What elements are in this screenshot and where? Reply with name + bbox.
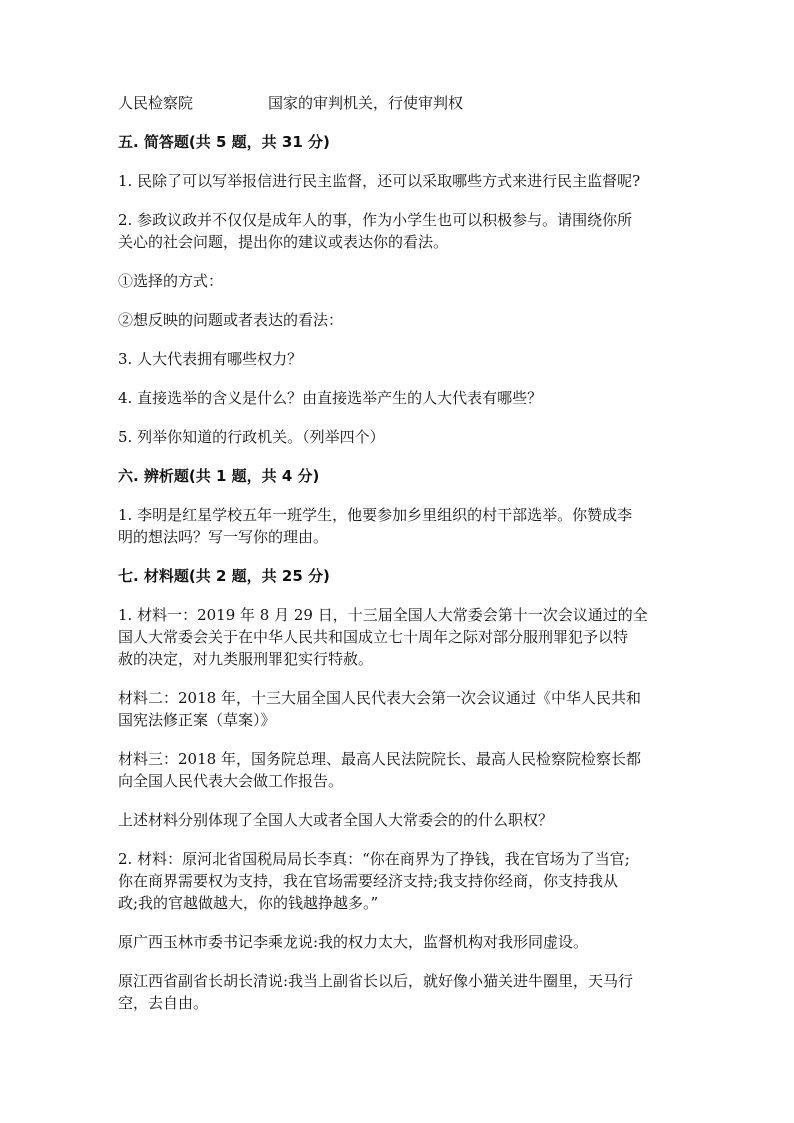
material-3-line-1: 材料三：2018 年，国务院总理、最高人民法院院长、最高人民检察院检察长都 xyxy=(118,750,641,768)
question-5-2-line-1: 2. 参政议政并不仅仅是成年人的事，作为小学生也可以积极参与。请围绕你所 xyxy=(118,211,633,229)
question-5-5: 5. 列举你知道的行政机关。（列举四个） xyxy=(118,428,385,446)
material-1-line-1: 1. 材料一：2019 年 8 月 29 日，十三届全国人大常委会第十一次会议通过的全 xyxy=(118,606,648,624)
question-5-2-sub-1: ①选择的方式： xyxy=(118,272,224,290)
question-5-3: 3. 人大代表拥有哪些权力？ xyxy=(118,350,303,368)
question-7-2-paragraph-3-line-2: 空，去自由。 xyxy=(118,994,209,1012)
material-1 xyxy=(118,604,684,670)
material-3 xyxy=(118,748,684,792)
material-1-line-3: 赦的决定，对九类服刑罪犯实行特赦。 xyxy=(118,650,374,668)
matching-row xyxy=(118,92,684,114)
match-item-left: 人民检察院 xyxy=(118,94,194,112)
question-5-2 xyxy=(118,209,684,253)
material-2-line-2: 国宪法修正案（草案）》 xyxy=(118,711,276,729)
question-7-2 xyxy=(118,848,684,914)
question-7-2-paragraph-3-line-1: 原江西省副省长胡长清说:我当上副省长以后，就好像小猫关进牛圈里，天马行 xyxy=(118,972,634,990)
section-heading-material: 七. 材料题(共 2 题，共 25 分) xyxy=(118,567,330,585)
question-6-1-line-1: 1. 李明是红星学校五年一班学生，他要参加乡里组织的村干部选举。你赞成李 xyxy=(118,506,633,524)
question-7-2-paragraph-3 xyxy=(118,970,684,1014)
material-3-line-2: 向全国人民代表大会做工作报告。 xyxy=(118,772,344,790)
question-7-2-line-3: 政;我的官越做越大，你的钱越挣越多。” xyxy=(118,894,379,912)
question-5-2-line-2: 关心的社会问题，提出你的建议或表达你的看法。 xyxy=(118,233,449,251)
question-7-2-line-2: 你在商界需要权为支持，我在官场需要经济支持;我支持你经商，你支持我从 xyxy=(118,872,619,890)
section-heading-short-answer: 五. 简答题(共 5 题，共 31 分) xyxy=(118,133,330,151)
section-heading-analysis: 六. 辨析题(共 1 题，共 4 分) xyxy=(118,467,320,485)
match-item-right: 国家的审判机关，行使审判权 xyxy=(268,94,464,112)
question-5-2-sub-2: ②想反映的问题或者表达的看法： xyxy=(118,311,344,329)
question-5-1: 1. 民除了可以写举报信进行民主监督，还可以采取哪些方式来进行民主监督呢? xyxy=(118,172,641,190)
material-2-line-1: 材料二：2018 年，十三大届全国人民代表大会第一次会议通过《中华人民共和 xyxy=(118,689,641,707)
question-6-1 xyxy=(118,504,684,548)
question-7-2-paragraph-2: 原广西玉林市委书记李乘龙说:我的权力太大，监督机构对我形同虚设。 xyxy=(118,933,589,951)
question-7-2-line-1: 2. 材料：原河北省国税局局长李真：“你在商界为了挣钱，我在官场为了当官; xyxy=(118,850,630,868)
document-page xyxy=(118,92,684,1031)
material-2 xyxy=(118,687,684,731)
question-6-1-line-2: 明的想法吗？写一写你的理由。 xyxy=(118,528,329,546)
material-question: 上述材料分别体现了全国人大或者全国人大常委会的的什么职权？ xyxy=(118,811,554,829)
question-5-4: 4. 直接选举的含义是什么？由直接选举产生的人大代表有哪些？ xyxy=(118,389,543,407)
material-1-line-2: 国人大常委会关于在中华人民共和国成立七十周年之际对部分服刑罪犯予以特 xyxy=(118,628,629,646)
